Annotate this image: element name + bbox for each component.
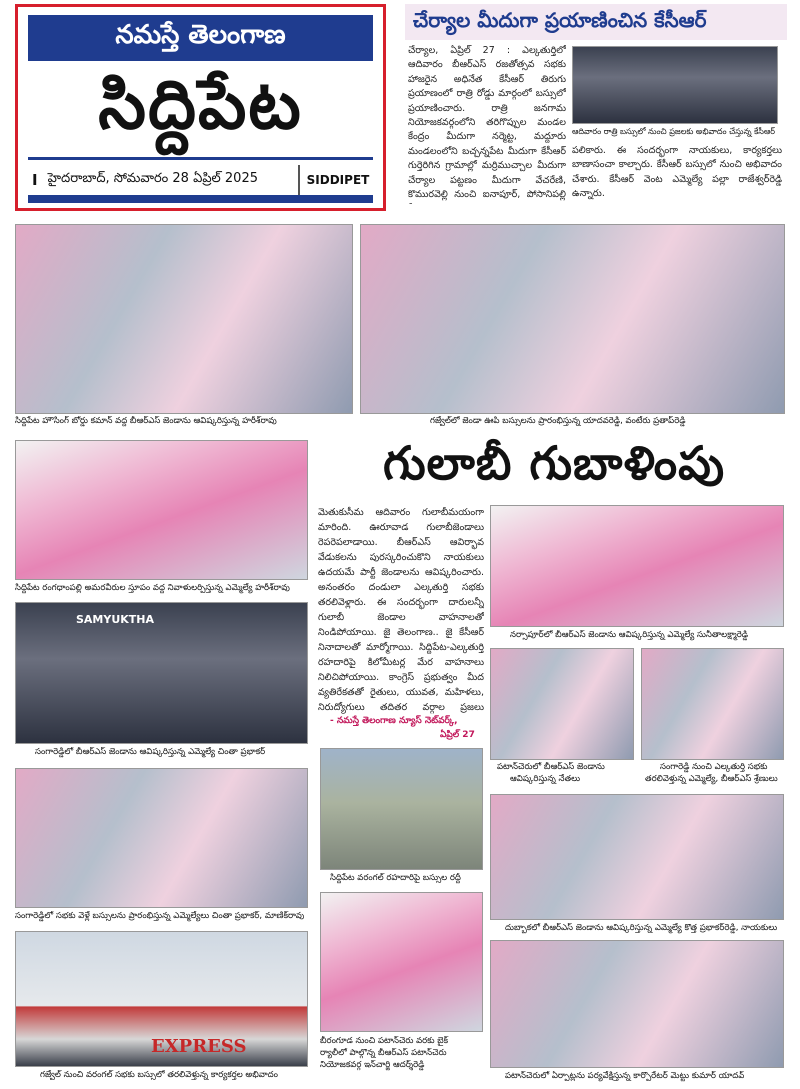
caption-bike-rally-2: ర్యాలీలో పాల్గొన్న బీఆర్ఎస్ పటాన్‌చెరు xyxy=(320,1048,447,1058)
date-text: హైదరాబాద్, సోమవారం 28 ఏప్రిల్ 2025 xyxy=(47,171,258,186)
photo-bike-rally xyxy=(320,892,483,1032)
feature-byline-date: ఏప్రిల్ 27 xyxy=(440,730,475,740)
photo-dubbaka-flag xyxy=(490,794,784,920)
caption-martyrs-memorial: సిద్దిపేట రంగధాంపల్లి అమరవీరుల స్తూపం వద్ద నివాళులర్పిస్తున్న ఎమ్మెల్యే హరీశ్‌రావు xyxy=(15,583,290,593)
masthead xyxy=(15,4,386,211)
caption-sangareddy-bus-start: సంగారెడ్డిలో సభకు వెళ్లే బస్సులను ప్రారంభిస్తున్న ఎమ్మెల్యేలు చింతా ప్రభాకర్, మాణిక్‌రావు xyxy=(15,911,305,921)
caption-dubbaka-flag: దుబ్బాకలో బీఆర్ఎస్ జెండాను ఆవిష్కరిస్తున్న ఎమ్మెల్యే కొత్త ప్రభాకర్‌రెడ్డి, నాయకులు xyxy=(505,923,778,933)
photo-siddipet-flag-hoisting xyxy=(15,224,353,414)
photo-sangareddy-bus-start xyxy=(15,768,308,908)
caption-sangareddy-flag: సంగారెడ్డిలో బీఆర్ఎస్ జెండాను ఆవిష్కరిస్తున్న ఎమ్మెల్యే చింతా ప్రభాకర్ xyxy=(35,747,266,757)
caption-siddipet-flag-hoisting: సిద్దిపేట హౌసింగ్ బోర్డు కమాన్ వద్ద బీఆర్ఎస్ జెండాను ఆవిష్కరిస్తున్న హరీశ్‌రావు xyxy=(15,416,277,426)
photo-sangareddy-departure xyxy=(641,648,784,760)
photo-sangareddy-flag xyxy=(15,602,308,744)
photo-martyrs-memorial xyxy=(15,440,308,580)
issue-marker: I xyxy=(32,171,38,189)
photo-narsapur-flag xyxy=(490,505,784,627)
caption-road-traffic: సిద్దిపేట వరంగల్ రహదారిపై బస్సుల రద్దీ xyxy=(330,873,461,883)
caption-sangareddy-departure-1: సంగారెడ్డి నుంచి ఎల్కతుర్తి సభకు xyxy=(660,762,768,772)
paper-name: నమస్తే తెలంగాణ xyxy=(28,15,373,61)
edition-code: SIDDIPET xyxy=(306,173,370,187)
caption-bike-rally-1: బీరంగూడ నుంచి పటాన్‌చెరు వరకు బైక్ xyxy=(320,1036,449,1046)
top-story-photo-caption: ఆదివారం రాత్రి బస్సులో నుంచి ప్రజలకు అభివాదం చేస్తున్న కేసీఆర్ xyxy=(572,127,776,136)
caption-gajwel-bus-flagoff: గజ్వేల్‌లో జెండా ఊపి బస్సులను ప్రారంభిస్తున్న యాదవరెడ్డి, వంటేరు ప్రతాప్‌రెడ్డి xyxy=(430,416,686,426)
caption-patancheru-flag-1: పటాన్‌చెరులో బీఆర్ఎస్ జెండాను xyxy=(497,762,605,772)
caption-patancheru-flag-2: ఆవిష్కరిస్తున్న నేతలు xyxy=(510,774,581,784)
masthead-bottom-band xyxy=(28,195,373,203)
top-story-photo xyxy=(572,46,778,124)
feature-body: మెతుకుసీమ ఆదివారం గులాబీమయంగా మారింది. ఊరూవాడ గులాబీజెండాలు రెపరెపలాడాయి. బీఆర్ఎస్ ఆవిర్భావ వేడుకలను పురస్కరించుకొని నాయకులు ఉదయమే పార్టీ జెండాలను ఆవిష్కరించారు. అనంతరం దండులా ఎల్కతుర్తి సభకు తరలివెళ్లారు. ఈ సందర్భంగా దారులన్నీ గులాబీ జెండాల వాహనాలతో నిండిపోయాయి. జై తెలంగాణ.. జై కేసీఆర్ నినాదాలతో మార్మోగాయి. సిద్దిపేట-ఎల్కతుర్తి రహదారిపై కిలోమీటర్ల మేర వాహనాలు నిలిచిపోయాయి. కాంగ్రెస్ ప్రభుత్వం మీద వ్యతిరేకతతో రైతులు, యువత, మహిళలు, నిరుద్యోగులు తదితర వర్గాల ప్రజలు xyxy=(318,507,484,713)
photo-patancheru-flag xyxy=(490,648,634,760)
caption-narsapur-flag: నర్సాపూర్‌లో బీఆర్ఎస్ జెండాను ఆవిష్కరిస్తున్న ఎమ్మెల్యే సునీతాలక్ష్మారెడ్డి xyxy=(510,630,749,640)
photo-gajwel-bus-greeting xyxy=(15,931,308,1067)
photo-road-traffic xyxy=(320,748,483,870)
masthead-divider xyxy=(28,157,373,160)
express-bus-text: EXPRESS xyxy=(151,1036,247,1057)
top-story-headline: చేర్యాల మీదుగా ప్రయాణించిన కేసీఆర్ xyxy=(405,4,787,40)
caption-bike-rally-3: నియోజకవర్గ ఇన్‌చార్జి ఆదర్శ్‌రెడ్డి xyxy=(320,1060,425,1070)
edition-name: సిద్దిపేట xyxy=(98,65,303,145)
caption-sangareddy-departure-2: తరలివెళ్తున్న ఎమ్మెల్యే, బీఆర్ఎస్ శ్రేణులు xyxy=(645,774,778,784)
caption-patancheru-arrangements: పటాన్‌చెరులో ఏర్పాట్లను పర్యవేక్షిస్తున్న కార్పొరేటర్ మెట్టు కుమార్ యాదవ్ xyxy=(505,1071,745,1081)
photo-gajwel-bus-flagoff xyxy=(360,224,785,414)
caption-gajwel-bus-greeting: గజ్వేల్ నుంచి వరంగల్ సభకు బస్సులో తరలివెళ్తున్న కార్యకర్తల అభివాదం xyxy=(40,1070,278,1080)
feature-byline: - నమస్తే తెలంగాణ న్యూస్ నెట్‌వర్క్, xyxy=(330,716,458,726)
bus-banner-text: SAMYUKTHA xyxy=(76,613,155,626)
feature-headline: గులాబీ గుబాళింపు xyxy=(382,436,726,490)
date-line xyxy=(28,165,298,195)
top-story-body-left: చేర్యాల, ఏప్రిల్ 27 : ఎల్కతుర్తిలో ఆదివారం బీఆర్ఎస్ రజతోత్సవ సభకు హాజరైన అధినేత కేసీఆర్ తిరుగు ప్రయాణంలో రాత్రి రోడ్డు మార్గంలో బస్సులో ప్రయాణించారు. రాత్రి జనగామ నియోజకవర్గంలోని తరిగొప్పుల మండల కేంద్రం మీదుగా నర్మెట్ట, మద్దూరు మండలంలోని బచ్చన్నపేట మీదుగా కేసీఆర్ గుర్తెరిగిన గ్రామాల్లో మర్రిముచ్చాల మీదుగా చేర్యాల పట్టణం మీదుగా వేచరేణి, కొమురవెల్లి నుంచి ఐనాపూర్, పోసానిపల్లి xyxy=(408,45,566,201)
photo-patancheru-arrangements xyxy=(490,940,784,1068)
date-separator xyxy=(298,165,300,195)
top-story-body-right: పలికారు. ఈ సందర్భంగా నాయకులు, కార్యకర్తలు బాణాసంచా కాల్చారు. కేసీఆర్ బస్సులో నుంచి అభివాదం చేశారు. కేసీఆర్ వెంట ఎమ్మెల్యే పల్లా రాజేశ్వర్‌రెడ్డి ఉన్నారు. xyxy=(572,145,782,200)
